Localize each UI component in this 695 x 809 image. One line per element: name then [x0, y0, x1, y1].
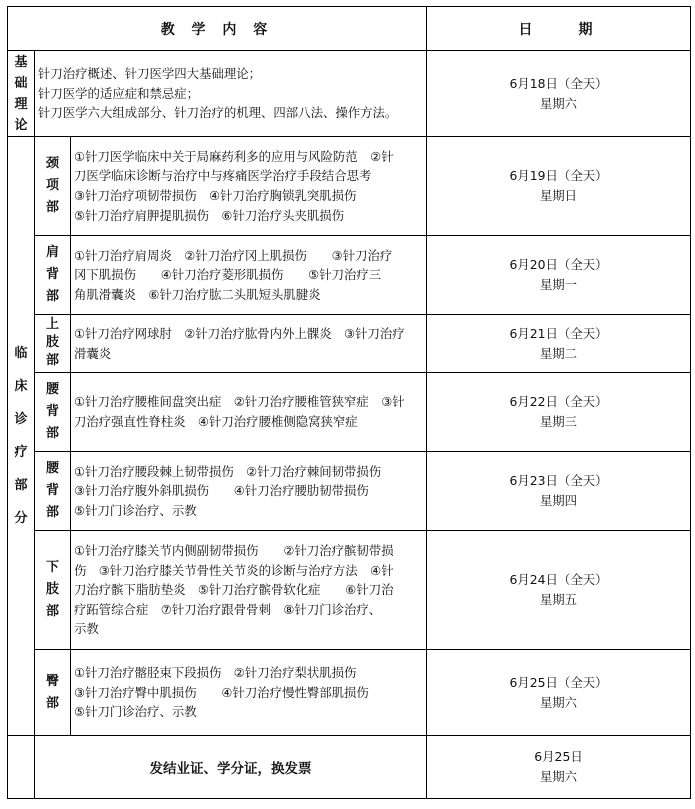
- schedule-table: [7, 6, 691, 799]
- content-line: ①针刀治疗肩周炎 ②针刀治疗冈上肌损伤 ③针刀治疗: [74, 247, 393, 263]
- clinical-label: [8, 137, 35, 736]
- table-row: [8, 650, 691, 736]
- section-label-text: 臀部: [45, 673, 59, 711]
- content-line: ①针刀治疗膝关节内侧副韧带损伤 ②针刀治疗髌韧带损: [74, 543, 394, 559]
- weekday: 星期四: [539, 493, 578, 508]
- basic-label-text: 基础理论: [14, 54, 28, 133]
- section-label-text: 上肢部: [45, 317, 59, 368]
- section-content: [71, 373, 427, 452]
- date: 6月25日: [534, 749, 583, 764]
- content-line: ⑤针刀门诊治疗、示教: [74, 502, 197, 518]
- date: 6月19日（全天）: [509, 168, 608, 183]
- content-line: 滑囊炎: [74, 345, 112, 361]
- weekday: 星期六: [539, 95, 578, 111]
- weekday: 星期一: [539, 277, 578, 292]
- weekday: 星期三: [539, 414, 578, 429]
- content-line: 伤 ③针刀治疗膝关节骨性关节炎的诊断与治疗方法 ④针: [74, 562, 394, 578]
- date-cell: [427, 650, 691, 736]
- section-label-text: 下肢部: [45, 560, 59, 619]
- table-row: [8, 315, 691, 373]
- date: 6月22日（全天）: [509, 394, 608, 409]
- section-label: [35, 531, 71, 650]
- date-cell: [427, 452, 691, 531]
- content-line: ①针刀治疗腰椎间盘突出症 ②针刀治疗腰椎管狭窄症 ③针: [74, 394, 405, 410]
- section-label-text: 肩背部: [45, 245, 59, 304]
- section-content: [71, 531, 427, 650]
- weekday: 星期日: [539, 188, 578, 203]
- weekday: 星期五: [539, 592, 578, 607]
- footer-row: [8, 736, 691, 799]
- weekday: 星期六: [539, 694, 578, 710]
- date: 6月18日（全天）: [509, 75, 608, 91]
- table-row: [8, 236, 691, 315]
- content-line: 刀医学临床诊断与治疗中与疼痛医学治疗手段结合思考: [74, 168, 372, 184]
- date: 6月20日（全天）: [509, 257, 608, 272]
- section-label: [35, 236, 71, 315]
- weekday: 星期二: [539, 345, 578, 361]
- section-label-text: 腰背部: [45, 461, 59, 520]
- section-content: [71, 452, 427, 531]
- footer-label: 发结业证、学分证，换发票: [35, 736, 427, 799]
- date-cell: [427, 137, 691, 236]
- section-content: [71, 236, 427, 315]
- content-line: ①针刀治疗腰段棘上韧带损伤 ②针刀治疗棘间韧带损伤: [74, 463, 382, 479]
- section-label: [35, 315, 71, 373]
- header-content: 教 学 内 容: [8, 7, 427, 51]
- date-cell: [427, 531, 691, 650]
- header-date: 日 期: [427, 7, 691, 51]
- content-line: ⑤针刀治疗肩胛提肌损伤 ⑥针刀治疗头夹肌损伤: [74, 207, 345, 223]
- basic-date-cell: [427, 51, 691, 137]
- section-label-text: 颈项部: [45, 156, 59, 215]
- table-row: [8, 137, 691, 236]
- table-row: [8, 531, 691, 650]
- basic-row: [8, 51, 691, 137]
- table-row: [8, 452, 691, 531]
- content-line: 刀治疗髌下脂肪垫炎 ⑤针刀治疗髌骨软化症 ⑥针刀治: [74, 582, 394, 598]
- weekday: 星期六: [539, 769, 578, 784]
- footer-blank: [8, 736, 35, 799]
- section-label: [35, 137, 71, 236]
- content-line: ①针刀治疗网球肘 ②针刀治疗肱骨内外上髁炎 ③针刀治疗: [74, 325, 405, 341]
- content-line: ③针刀治疗腹外斜肌损伤 ④针刀治疗腰肋韧带损伤: [74, 483, 369, 499]
- section-content: [71, 315, 427, 373]
- content-line: ①针刀医学临床中关于局麻药利多的应用与风险防范 ②针: [74, 148, 394, 164]
- basic-line: 针刀治疗概述、针刀医学四大基础理论；: [38, 66, 262, 82]
- date: 6月23日（全天）: [509, 473, 608, 488]
- section-label: [35, 650, 71, 736]
- header-row: [8, 7, 691, 51]
- date-cell: [427, 236, 691, 315]
- section-content: [71, 137, 427, 236]
- basic-label: [8, 51, 35, 137]
- basic-content: [35, 51, 427, 137]
- content-line: 示教: [74, 621, 99, 637]
- footer-date-cell: [427, 736, 691, 799]
- section-label-text: 腰背部: [45, 382, 59, 441]
- section-label: [35, 452, 71, 531]
- date: 6月25日（全天）: [509, 674, 608, 690]
- basic-line: 针刀医学六大组成部分、针刀治疗的机理、四部八法、操作方法。: [38, 105, 398, 121]
- content-line: 角肌滑囊炎 ⑥针刀治疗肱二头肌短头肌腱炎: [74, 286, 321, 302]
- section-content: [71, 650, 427, 736]
- table-row: [8, 373, 691, 452]
- content-line: ③针刀治疗项韧带损伤 ④针刀治疗胸锁乳突肌损伤: [74, 188, 357, 203]
- clinical-label-text: 临床诊疗部分: [14, 346, 28, 526]
- content-line: 疗跖管综合症 ⑦针刀治疗跟骨骨刺 ⑧针刀门诊治疗、: [74, 601, 382, 617]
- date-cell: [427, 373, 691, 452]
- section-label: [35, 373, 71, 452]
- content-line: ①针刀治疗髂胫束下段损伤 ②针刀治疗梨状肌损伤: [74, 665, 357, 681]
- date: 6月21日（全天）: [509, 325, 608, 341]
- content-line: 冈下肌损伤 ④针刀治疗菱形肌损伤 ⑤针刀治疗三: [74, 267, 382, 283]
- basic-line: 针刀医学的适应症和禁忌症；: [38, 85, 200, 101]
- date-cell: [427, 315, 691, 373]
- content-line: ⑤针刀门诊治疗、示教: [74, 704, 197, 720]
- content-line: ③针刀治疗臀中肌损伤 ④针刀治疗慢性臀部肌损伤: [74, 684, 369, 700]
- date: 6月24日（全天）: [509, 572, 608, 587]
- content-line: 刀治疗强直性脊柱炎 ④针刀治疗腰椎侧隐窝狭窄症: [74, 414, 358, 429]
